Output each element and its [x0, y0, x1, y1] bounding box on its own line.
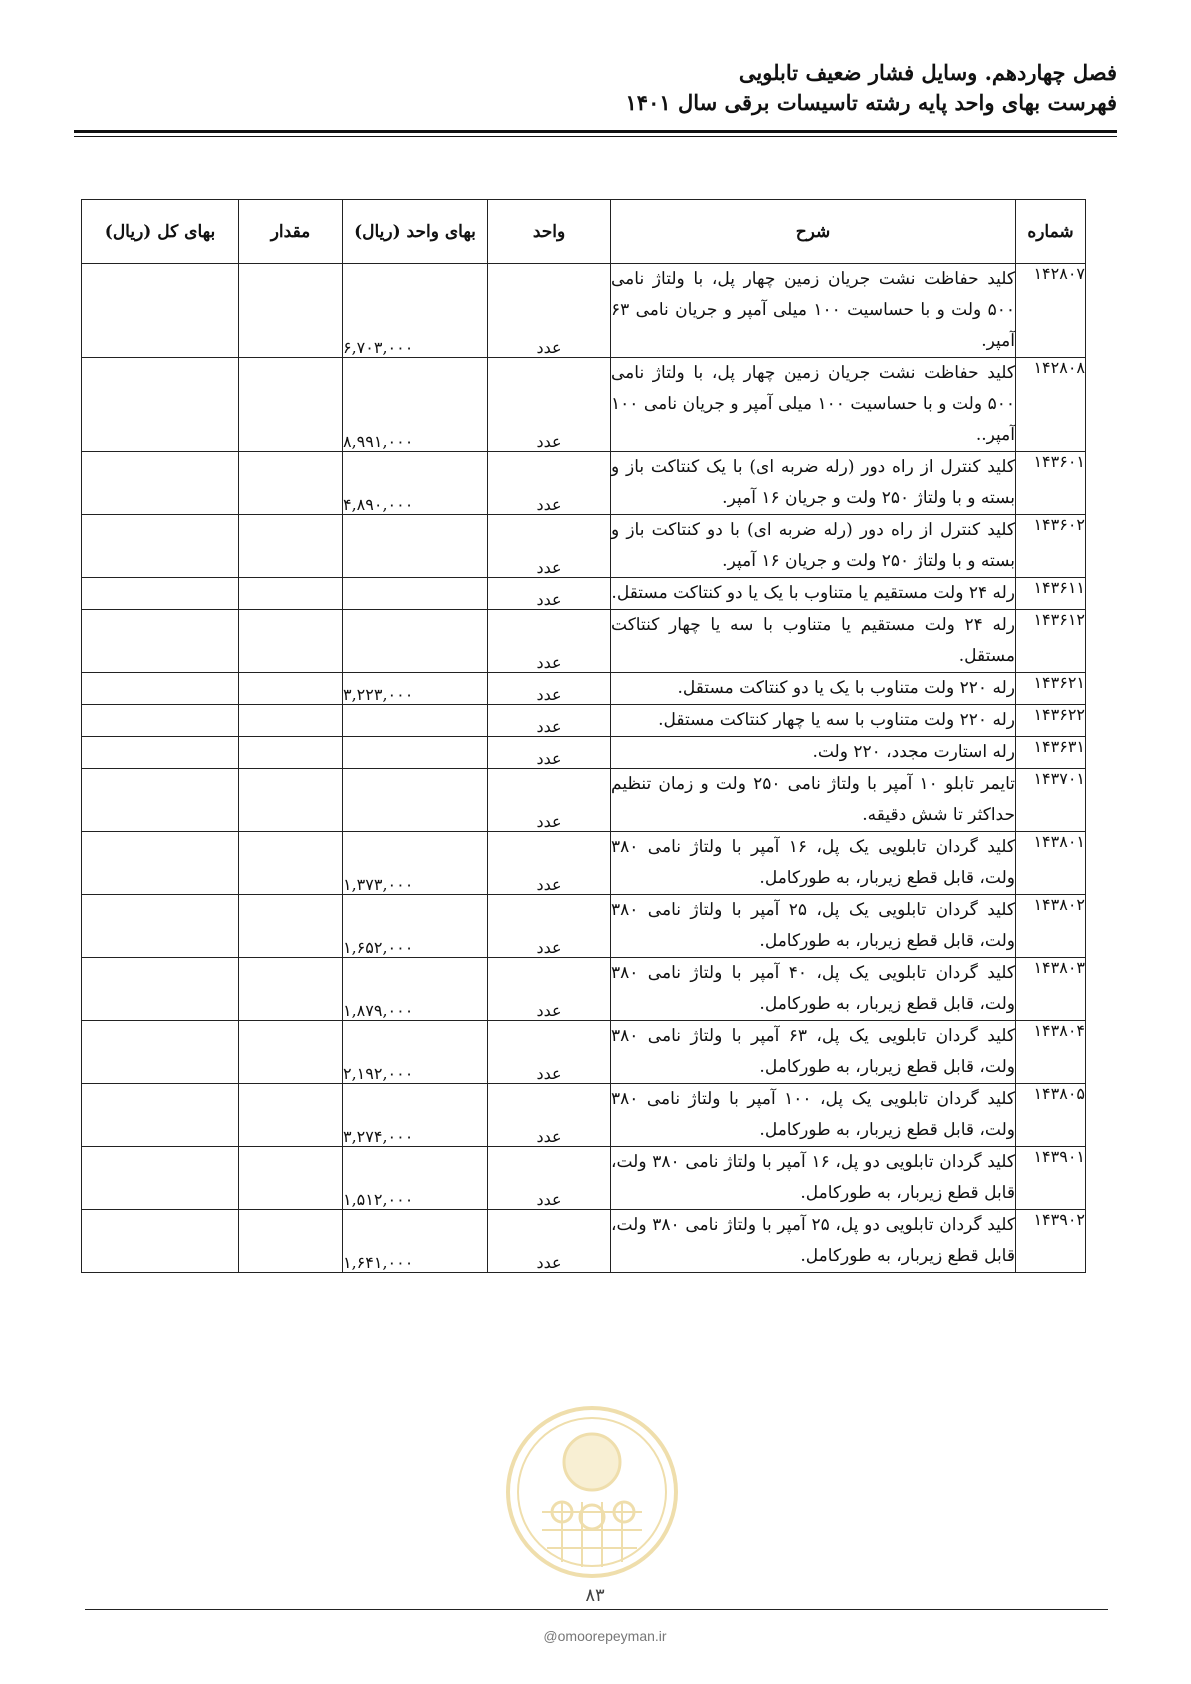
row-code: ۱۴۳۶۰۱ [1016, 452, 1086, 515]
row-unit: عدد [488, 578, 611, 610]
row-total-price [82, 1210, 239, 1273]
row-code: ۱۴۳۸۰۵ [1016, 1084, 1086, 1147]
row-unit-price: ۳,۲۲۳,۰۰۰ [343, 673, 488, 705]
row-total-price [82, 832, 239, 895]
row-total-price [82, 515, 239, 578]
header-unit-price: بهای واحد (ریال) [343, 200, 488, 264]
row-total-price [82, 264, 239, 358]
row-quantity [239, 610, 343, 673]
table-row [82, 705, 1086, 737]
table-row [82, 1210, 1086, 1273]
row-total-price [82, 769, 239, 832]
row-unit-price: ۱,۶۵۲,۰۰۰ [343, 895, 488, 958]
row-unit: عدد [488, 515, 611, 578]
row-quantity [239, 958, 343, 1021]
table-header-row [82, 200, 1086, 264]
row-description: کلید حفاظت نشت جریان زمین چهار پل، با ولتاژ نامی ۵۰۰ ولت و با حساسیت ۱۰۰ میلی آمپر و جریان نامی ۱۰۰ آمپر.. [611, 358, 1016, 452]
row-unit: عدد [488, 1021, 611, 1084]
price-list-table [81, 199, 1086, 1273]
row-unit-price: ۳,۲۷۴,۰۰۰ [343, 1084, 488, 1147]
row-unit-price: ۴,۸۹۰,۰۰۰ [343, 452, 488, 515]
row-quantity [239, 1021, 343, 1084]
row-description: کلید گردان تابلویی دو پل، ۱۶ آمپر با ولتاژ نامی ۳۸۰ ولت، قابل قطع زیربار، به طورکامل. [611, 1147, 1016, 1210]
row-description: کلید گردان تابلویی یک پل، ۴۰ آمپر با ولتاژ نامی ۳۸۰ ولت، قابل قطع زیربار، به طورکامل. [611, 958, 1016, 1021]
header-quantity: مقدار [239, 200, 343, 264]
row-code: ۱۴۲۸۰۷ [1016, 264, 1086, 358]
page-number: ۸۳ [585, 1585, 605, 1606]
row-description: کلید کنترل از راه دور (رله ضربه ای) با دو کنتاکت باز و بسته و با ولتاژ ۲۵۰ ولت و جریان ۱۶ آمپر. [611, 515, 1016, 578]
row-code: ۱۴۳۸۰۲ [1016, 895, 1086, 958]
row-description: کلید گردان تابلویی یک پل، ۲۵ آمپر با ولتاژ نامی ۳۸۰ ولت، قابل قطع زیربار، به طورکامل. [611, 895, 1016, 958]
row-total-price [82, 1084, 239, 1147]
row-quantity [239, 895, 343, 958]
row-unit-price: ۱,۵۱۲,۰۰۰ [343, 1147, 488, 1210]
row-unit-price [343, 610, 488, 673]
row-unit: عدد [488, 1147, 611, 1210]
row-code: ۱۴۳۶۰۲ [1016, 515, 1086, 578]
row-total-price [82, 737, 239, 769]
row-total-price [82, 610, 239, 673]
row-quantity [239, 452, 343, 515]
row-unit-price: ۶,۷۰۳,۰۰۰ [343, 264, 488, 358]
row-total-price [82, 578, 239, 610]
table-row [82, 832, 1086, 895]
row-code: ۱۴۳۸۰۴ [1016, 1021, 1086, 1084]
header-rule-thin [74, 136, 1117, 137]
table-row [82, 769, 1086, 832]
row-unit-price: ۱,۸۷۹,۰۰۰ [343, 958, 488, 1021]
row-code: ۱۴۳۶۱۱ [1016, 578, 1086, 610]
row-description: کلید گردان تابلویی یک پل، ۶۳ آمپر با ولتاژ نامی ۳۸۰ ولت، قابل قطع زیربار، به طورکامل. [611, 1021, 1016, 1084]
row-unit: عدد [488, 958, 611, 1021]
table-row [82, 895, 1086, 958]
row-quantity [239, 1210, 343, 1273]
row-description: تایمر تابلو ۱۰ آمپر با ولتاژ نامی ۲۵۰ ولت و زمان تنظیم حداکثر تا شش دقیقه. [611, 769, 1016, 832]
row-quantity [239, 515, 343, 578]
table-row [82, 358, 1086, 452]
table-row [82, 673, 1086, 705]
row-unit: عدد [488, 264, 611, 358]
row-total-price [82, 358, 239, 452]
row-description: کلید کنترل از راه دور (رله ضربه ای) با یک کنتاکت باز و بسته و با ولتاژ ۲۵۰ ولت و جریان ۱۶ آمپر. [611, 452, 1016, 515]
row-description: کلید گردان تابلویی یک پل، ۱۶ آمپر با ولتاژ نامی ۳۸۰ ولت، قابل قطع زیربار، به طورکامل. [611, 832, 1016, 895]
table-row [82, 1147, 1086, 1210]
row-unit: عدد [488, 673, 611, 705]
row-unit-price [343, 769, 488, 832]
row-description: رله ۲۲۰ ولت متناوب با سه یا چهار کنتاکت مستقل. [611, 705, 1016, 737]
row-unit: عدد [488, 769, 611, 832]
table-row [82, 452, 1086, 515]
table-row [82, 264, 1086, 358]
row-quantity [239, 358, 343, 452]
row-code: ۱۴۳۹۰۲ [1016, 1210, 1086, 1273]
footer-rule [85, 1609, 1108, 1610]
row-description: رله استارت مجدد، ۲۲۰ ولت. [611, 737, 1016, 769]
table-row [82, 515, 1086, 578]
chapter-title: فصل چهاردهم. وسایل فشار ضعیف تابلویی [738, 60, 1117, 85]
row-unit: عدد [488, 737, 611, 769]
row-unit-price: ۲,۱۹۲,۰۰۰ [343, 1021, 488, 1084]
row-unit: عدد [488, 1210, 611, 1273]
row-description: رله ۲۴ ولت مستقیم یا متناوب با یک یا دو کنتاکت مستقل. [611, 578, 1016, 610]
header-description: شرح [611, 200, 1016, 264]
row-quantity [239, 264, 343, 358]
row-unit: عدد [488, 705, 611, 737]
seal-watermark [502, 1402, 682, 1582]
row-description: کلید گردان تابلویی یک پل، ۱۰۰ آمپر با ولتاژ نامی ۳۸۰ ولت، قابل قطع زیربار، به طورکامل. [611, 1084, 1016, 1147]
row-code: ۱۴۳۶۲۱ [1016, 673, 1086, 705]
table-row [82, 1084, 1086, 1147]
page-header [67, 58, 1117, 118]
row-description: رله ۲۴ ولت مستقیم یا متناوب با سه یا چهار کنتاکت مستقل. [611, 610, 1016, 673]
row-unit-price [343, 737, 488, 769]
row-total-price [82, 895, 239, 958]
row-code: ۱۴۳۸۰۱ [1016, 832, 1086, 895]
table-row [82, 737, 1086, 769]
row-unit-price [343, 515, 488, 578]
row-code: ۱۴۳۶۱۲ [1016, 610, 1086, 673]
row-quantity [239, 769, 343, 832]
row-description: کلید گردان تابلویی دو پل، ۲۵ آمپر با ولتاژ نامی ۳۸۰ ولت، قابل قطع زیربار، به طورکامل. [611, 1210, 1016, 1273]
row-quantity [239, 578, 343, 610]
row-total-price [82, 958, 239, 1021]
book-title: فهرست بهای واحد پایه رشته تاسیسات برقی سال ۱۴۰۱ [625, 90, 1117, 115]
row-total-price [82, 673, 239, 705]
row-total-price [82, 1147, 239, 1210]
row-quantity [239, 1084, 343, 1147]
row-unit: عدد [488, 1084, 611, 1147]
row-unit-price [343, 705, 488, 737]
row-quantity [239, 737, 343, 769]
table-row [82, 958, 1086, 1021]
table-row [82, 578, 1086, 610]
website-watermark: @omoorepeyman.ir [543, 1628, 667, 1644]
row-code: ۱۴۳۸۰۳ [1016, 958, 1086, 1021]
table-row [82, 610, 1086, 673]
row-unit: عدد [488, 832, 611, 895]
row-quantity [239, 705, 343, 737]
row-unit-price: ۸,۹۹۱,۰۰۰ [343, 358, 488, 452]
row-unit-price [343, 578, 488, 610]
row-total-price [82, 705, 239, 737]
row-code: ۱۴۳۶۳۱ [1016, 737, 1086, 769]
header-code: شماره [1016, 200, 1086, 264]
row-description: رله ۲۲۰ ولت متناوب با یک یا دو کنتاکت مستقل. [611, 673, 1016, 705]
row-unit: عدد [488, 452, 611, 515]
row-description: کلید حفاظت نشت جریان زمین چهار پل، با ولتاژ نامی ۵۰۰ ولت و با حساسیت ۱۰۰ میلی آمپر و جریان نامی ۶۳ آمپر. [611, 264, 1016, 358]
row-quantity [239, 1147, 343, 1210]
row-code: ۱۴۳۹۰۱ [1016, 1147, 1086, 1210]
row-total-price [82, 1021, 239, 1084]
row-total-price [82, 452, 239, 515]
header-unit: واحد [488, 200, 611, 264]
row-quantity [239, 673, 343, 705]
row-unit-price: ۱,۶۴۱,۰۰۰ [343, 1210, 488, 1273]
table-row [82, 1021, 1086, 1084]
row-code: ۱۴۳۶۲۲ [1016, 705, 1086, 737]
row-quantity [239, 832, 343, 895]
row-unit: عدد [488, 358, 611, 452]
table-body [82, 264, 1086, 1273]
row-code: ۱۴۲۸۰۸ [1016, 358, 1086, 452]
row-unit: عدد [488, 610, 611, 673]
row-unit-price: ۱,۳۷۳,۰۰۰ [343, 832, 488, 895]
row-unit: عدد [488, 895, 611, 958]
header-rule-thick [74, 130, 1117, 133]
header-total-price: بهای کل (ریال) [82, 200, 239, 264]
row-code: ۱۴۳۷۰۱ [1016, 769, 1086, 832]
